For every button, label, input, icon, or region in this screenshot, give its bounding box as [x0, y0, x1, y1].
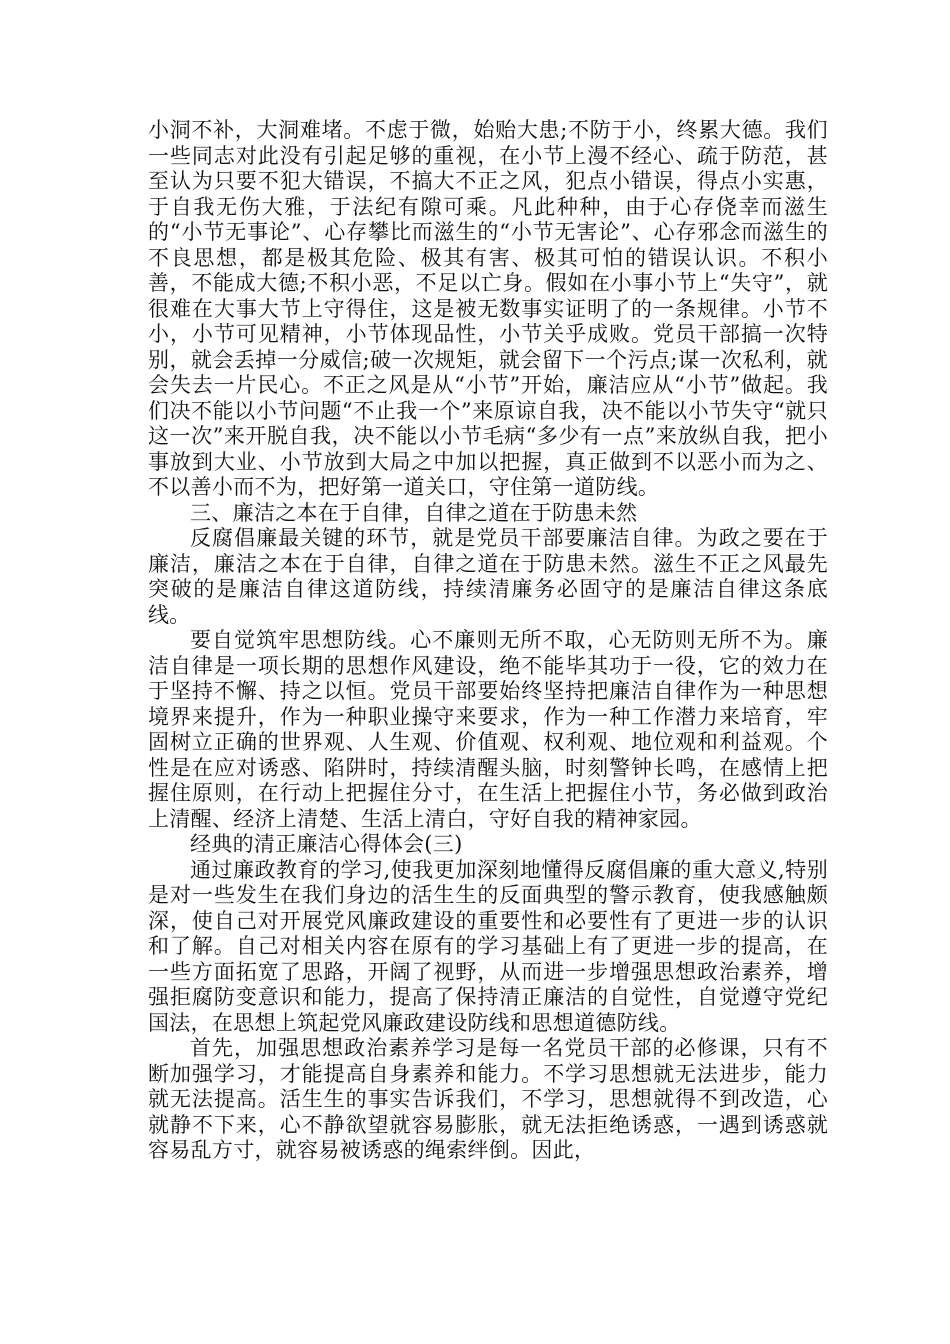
paragraph-4: 通过廉政教育的学习,使我更加深刻地懂得反腐倡廉的重大意义,特别是对一些发生在我们身边的活生生的反面典型的警示教育，使我感触颇深，使自己对开展党风廉政建设的重要性和必要性有了更进一步的认识和了解。自己对相关内容在原有的学习基础上有了更进一步的提高，在一些方面拓宽了思路，开阔了视野，从而进一步增强思想政治素养，增强拒腐防变意识和能力，提高了保持清正廉洁的自觉性，自觉遵守党纪国法，在思想上筑起党风廉政建设防线和思想道德防线。 [148, 857, 828, 1035]
paragraph-3: 要自觉筑牢思想防线。心不廉则无所不取，心无防则无所不为。廉洁自律是一项长期的思想作风建设，绝不能毕其功于一役，它的效力在于坚持不懈、持之以恒。党员干部要始终坚持把廉洁自律作为一种思想境界来提升，作为一种职业操守来要求，作为一种工作潜力来培育，牢固树立正确的世界观、人生观、价值观、权利观、地位观和利益观。个性是在应对诱惑、陷阱时，持续清醒头脑，时刻警钟长鸣，在感情上把握住原则，在行动上把握住分寸，在生活上把握住小节，务必做到政治上清醒、经济上清楚、生活上清白，守好自我的精神家园。 [148, 628, 828, 831]
section-heading-3: 三、廉洁之本在于自律，自律之道在于防患未然 [190, 500, 638, 525]
paragraph-1: 小洞不补，大洞难堵。不虑于微，始贻大患;不防于小，终累大德。我们一些同志对此没有引起足够的重视，在小节上漫不经心、疏于防范，甚至认为只要不犯大错误，不搞大不正之风，犯点小错误，得点小实惠，于自我无伤大雅，于法纪有隙可乘。凡此种种，由于心存侥幸而滋生的“小节无事论”、心存攀比而滋生的“小节无害论”、心存邪念而滋生的不良思想，都是极其危险、极其有害、极其可怕的错误认识。不积小善，不能成大德;不积小恶，不足以亡身。假如在小事小节上“失守”，就很难在大事大节上守得住，这是被无数事实证明了的一条规律。小节不小，小节可见精神，小节体现品性，小节关乎成败。党员干部搞一次特别，就会丢掉一分威信;破一次规矩，就会留下一个污点;谋一次私利，就会失去一片民心。不正之风是从“小节”开始，廉洁应从“小节”做起。我们决不能以小节问题“不止我一个”来原谅自我，决不能以小节失守“就只这一次”来开脱自我，决不能以小节毛病“多少有一点”来放纵自我，把小事放到大业、小节放到大局之中加以把握，真正做到不以恶小而为之、不以善小而不为，把好第一道关口，守住第一道防线。 [148, 118, 828, 499]
article-title-3: 经典的清正廉洁心得体会(三) [190, 832, 463, 856]
document-body [148, 118, 828, 1164]
paragraph-2: 反腐倡廉最关键的环节，就是党员干部要廉洁自律。为政之要在于廉洁，廉洁之本在于自律，自律之道在于防患未然。滋生不正之风最先突破的是廉洁自律这道防线，持续清廉务必固守的是廉洁自律这条底线。 [148, 526, 828, 627]
paragraph-5: 首先，加强思想政治素养学习是每一名党员干部的必修课，只有不断加强学习，才能提高自身素养和能力。不学习思想就无法进步，能力就无法提高。活生生的事实告诉我们，不学习，思想就得不到改造，心就静不下来，心不静欲望就容易膨胀，就无法拒绝诱惑，一遇到诱惑就容易乱方寸，就容易被诱惑的绳索绊倒。因此， [148, 1036, 828, 1162]
